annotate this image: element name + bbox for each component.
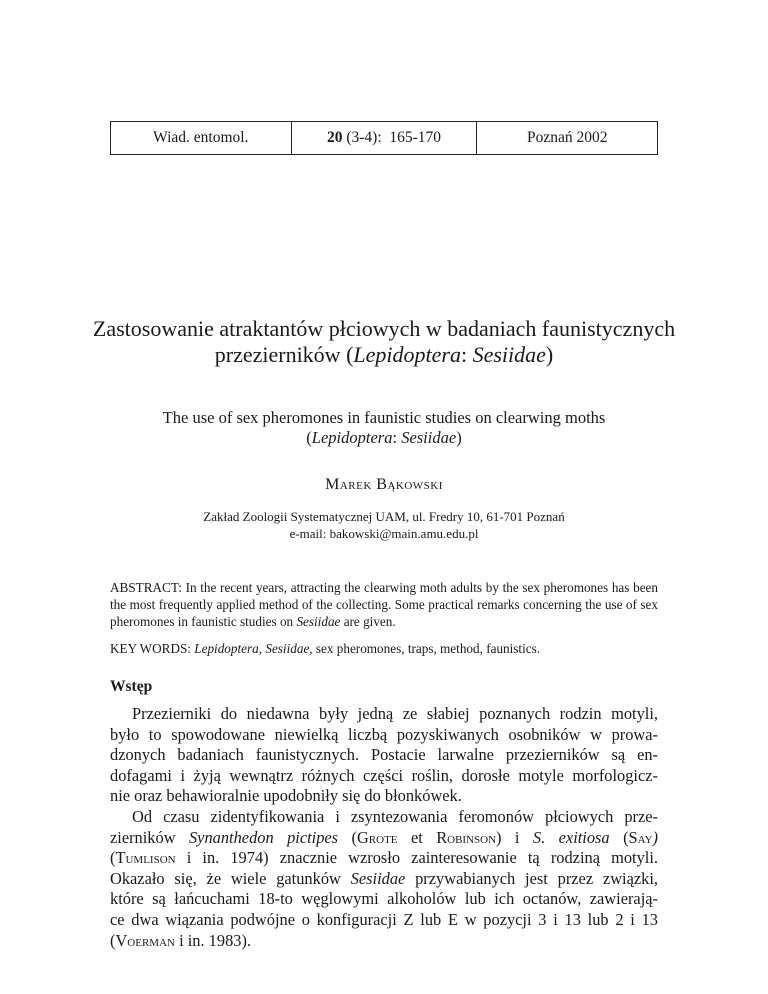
affiliation-email: e-mail: bakowski@main.amu.edu.pl — [289, 526, 479, 541]
paragraph-2-line: Od czasu zidentyfikowania i zsyntezowania feromonów płciowych prze- — [132, 806, 658, 826]
affiliation-address: Zakład Zoologii Systematycznej UAM, ul. Fredry 10, 61-701 Poznań — [203, 509, 565, 524]
author-name: Marek Bąkowski — [325, 476, 443, 493]
abstract-taxon: Sesiidae — [296, 614, 341, 630]
place-year-cell — [476, 122, 657, 154]
paragraph-1-line: dofagami i żyją wewnątrz różnych części roślin, dorosłe motyle morfologicz- — [110, 765, 658, 785]
abstract: ABSTRACT: In the recent years, attracting the clearwing moth adults by the sex pheromones has been the most frequently applied method of the collecting. Some practical remarks concerning the use of sex pheromones in faunistic studies on Sesiidae are given. — [110, 580, 662, 630]
volume-number: 20 — [326, 129, 343, 146]
paragraph-2-line: (Tumlison i in. 1974) znacznie wzrosło zainteresowanie tą rodziną motyli. — [110, 848, 658, 868]
paragraph-1-line: Przezierniki do niedawna były jedną ze słabiej poznanych rodzin motyli, — [132, 704, 658, 723]
paragraph-2-line: Okazało się, że wiele gatunków Sesiidae przywabianych jest przez związki, — [110, 868, 658, 888]
issue-pages: (3-4): 165-170 — [342, 129, 442, 146]
body-text — [110, 704, 658, 951]
title-line-1: Zastosowanie atraktantów płciowych w badaniach faunistycznych — [92, 316, 676, 341]
paragraph-2-line: które są łańcuchami 18-to węglowymi alkoholów lub ich octanów, zawierają- — [110, 889, 658, 909]
section-heading: Wstęp — [110, 678, 153, 695]
keywords-label: KEY WORDS: — [110, 641, 191, 656]
english-title — [80, 408, 688, 448]
paragraph-2-line: (Voerman i in. 1983). — [110, 930, 252, 950]
article-title — [60, 316, 708, 368]
volume-cell — [291, 122, 477, 154]
paragraph-1-line: nie oraz behawioralnie upodobniły się do błonkówek. — [110, 786, 462, 806]
journal-header-table — [110, 121, 658, 155]
paragraph-1-line: dzonych badaniach faunistycznych. Postacie larwalne przezierników są en- — [110, 745, 658, 765]
place-year: Poznań 2002 — [526, 129, 608, 146]
title-line-2: przezierników (Lepidoptera: Sesiidae) — [214, 342, 554, 367]
english-title-line-1: The use of sex pheromones in faunistic studies on clearwing moths — [162, 408, 606, 427]
english-title-line-2: (Lepidoptera: Sesiidae) — [306, 428, 462, 447]
journal-name-cell — [111, 122, 291, 154]
abstract-label: ABSTRACT: — [110, 580, 182, 595]
journal-name: Wiad. entomol. — [153, 129, 249, 146]
keywords: KEY WORDS: Lepidoptera, Sesiidae, sex pheromones, traps, method, faunistics. — [110, 641, 541, 656]
paragraph-2-line: zierników Synanthedon pictipes (Grote et Robinson) i S. exitiosa (Say) — [110, 827, 658, 847]
paragraph-2-line: ce dwa wiązania podwójne o konfiguracji Z lub E w pozycji 3 i 13 lub 2 i 13 — [110, 909, 658, 929]
affiliation — [80, 508, 688, 542]
abstract-text: In the recent years, attracting the clearwing moth adults by the sex pheromones has been the most frequently applied method of the collecting. Some practical remarks concerning the use of sex pheromones in faunistic studies on — [110, 580, 662, 630]
paragraph-1-line: było to spowodowane niewielką liczbą pozyskiwanych osobników w prowa- — [110, 724, 658, 744]
